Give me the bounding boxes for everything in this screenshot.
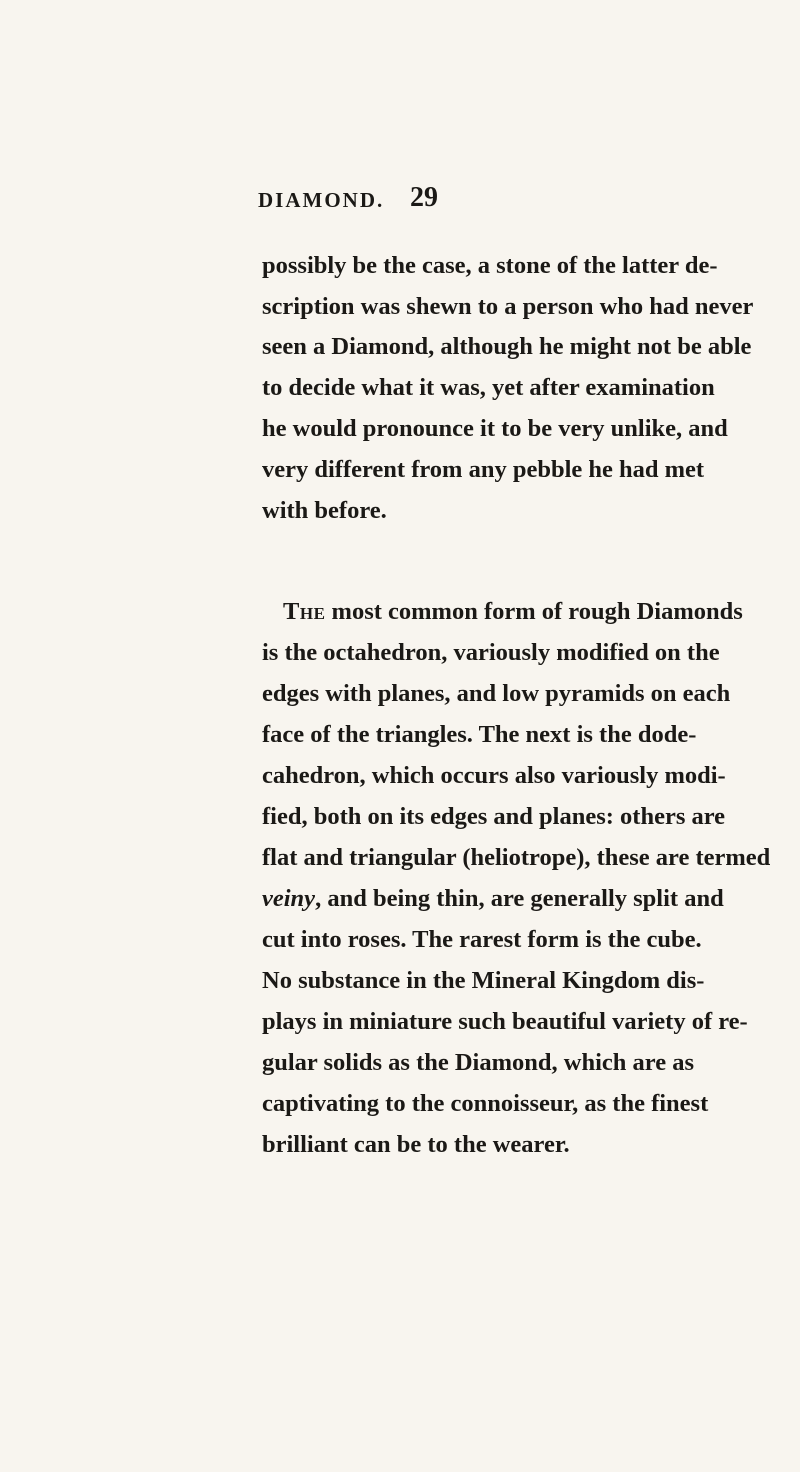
text-line: possibly be the case, a stone of the latter de- xyxy=(262,252,718,279)
text-line xyxy=(262,885,724,912)
page-number: 29 xyxy=(410,182,438,213)
text-line: captivating to the connoisseur, as the finest xyxy=(262,1090,709,1117)
paragraph-lead-word: The xyxy=(283,598,326,625)
italic-term: veiny xyxy=(262,885,316,912)
running-head: DIAMOND. xyxy=(258,188,385,212)
text-line: scription was shewn to a person who had never xyxy=(262,293,754,320)
text-line: is the octahedron, variously modified on the xyxy=(262,639,720,666)
text-line: flat and triangular (heliotrope), these are termed xyxy=(262,844,771,871)
text-line xyxy=(283,598,743,625)
text-line: face of the triangles. The next is the dode- xyxy=(262,721,697,748)
text-line: edges with planes, and low pyramids on each xyxy=(262,680,731,707)
text-fragment: , and being thin, are generally split and xyxy=(315,885,724,912)
text-line: gular solids as the Diamond, which are as xyxy=(262,1049,694,1076)
text-line: plays in miniature such beautiful variety of re- xyxy=(262,1008,748,1035)
text-line: fied, both on its edges and planes: others are xyxy=(262,803,726,830)
text-line: brilliant can be to the wearer. xyxy=(262,1131,570,1158)
text-line: cahedron, which occurs also variously modi- xyxy=(262,762,726,789)
text-line: seen a Diamond, although he might not be able xyxy=(262,333,752,360)
text-line: with before. xyxy=(262,497,387,524)
text-line: No substance in the Mineral Kingdom dis- xyxy=(262,967,705,994)
text-line: very different from any pebble he had met xyxy=(262,456,705,483)
text-line: he would pronounce it to be very unlike, and xyxy=(262,415,728,442)
text-fragment: most common form of rough Diamonds xyxy=(325,598,743,625)
text-line: cut into roses. The rarest form is the cube. xyxy=(262,926,702,953)
text-line: to decide what it was, yet after examination xyxy=(262,374,715,401)
